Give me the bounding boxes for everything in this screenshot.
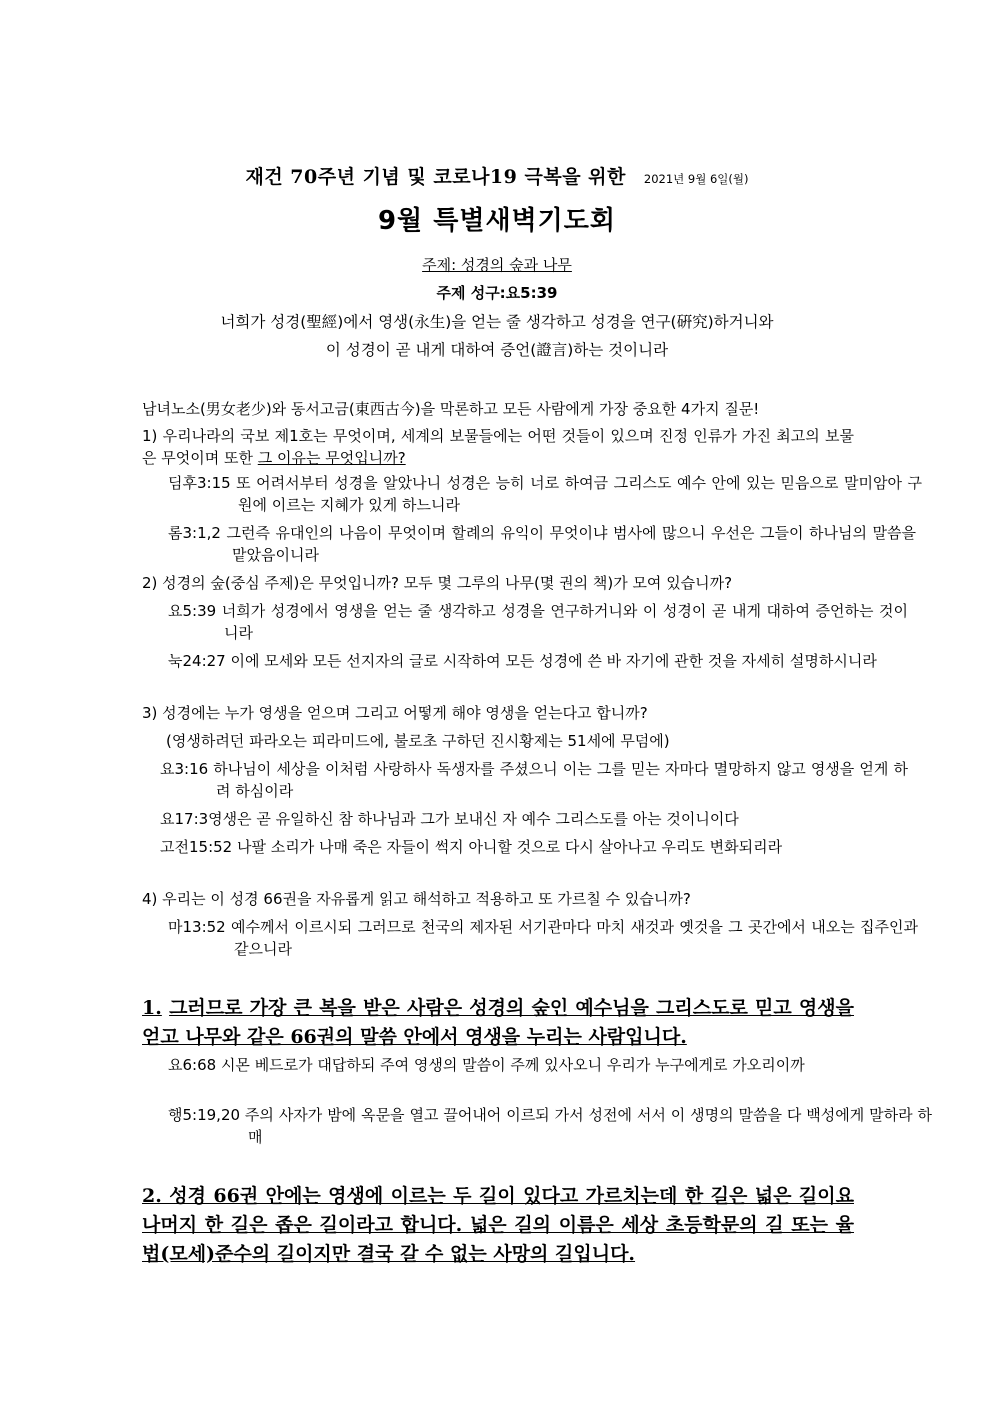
q1-ref-1: 딤후3:15 또 어려서부터 성경을 알았나니 성경은 능히 너로 하여금 그리스도 예수 안에 있는 믿음으로 말미암아 구원에 이르는 지혜가 있게 하느니라 [168, 474, 922, 514]
q3-ref-1: 요3:16 하나님이 세상을 이처럼 사랑하사 독생자를 주셨으니 이는 그를 믿는 자마다 멸망하지 않고 영생을 얻게 하려 하심이라 [160, 760, 908, 800]
conclusion-2-text: 2. 성경 66권 안에는 영생에 이르는 두 길이 있다고 가르치는데 한 길은 넓은 길이요 나머지 한 길은 좁은 길이라고 합니다. 넓은 길의 이름은 세상 초등학문의 길 또는 율법(모세)준수의 길이지만 결국 갈 수 없는 사망의 길입니다. [142, 1185, 854, 1265]
theme-line [142, 254, 852, 275]
q4-ref-1: 마13:52 예수께서 이르시되 그러므로 천국의 제자된 서기관마다 마치 새것과 옛것을 그 곳간에서 내오는 집주인과 같으니라 [168, 918, 918, 958]
question-2: 2) 성경의 숲(중심 주제)은 무엇입니까? 모두 몇 그루의 나무(몇 권의 책)가 모여 있습니까? [142, 574, 733, 592]
q1-ref-2: 롬3:1,2 그런즉 유대인의 나음이 무엇이며 할례의 유익이 무엇이냐 범사에 많으니 우선은 그들이 하나님의 말씀을 맡았음이니라 [168, 524, 916, 564]
question-1-text: 1) 우리나라의 국보 제1호는 무엇이며, 세계의 보물들에는 어떤 것들이 있으며 진정 인류가 가진 최고의 보물은 무엇이며 또한 [142, 427, 854, 467]
q3-ref-2: 요17:3영생은 곧 유일하신 참 하나님과 그가 보내신 자 예수 그리스도를 아는 것이니이다 [160, 810, 739, 828]
theme-text: 주제: 성경의 숲과 나무 [422, 256, 572, 274]
event-date: 2021년 9월 6일(월) [643, 172, 749, 186]
q3-ref-3: 고전15:52 나팔 소리가 나매 죽은 자들이 썩지 아니할 것으로 다시 살아나고 우리도 변화되리라 [160, 838, 783, 856]
event-header [142, 162, 852, 189]
conclusion-1 [142, 994, 854, 1052]
conclusion-2 [142, 1182, 854, 1269]
theme-verse-title: 주제 성구:요5:39 [436, 284, 558, 302]
c1-ref-2: 행5:19,20 주의 사자가 밤에 옥문을 열고 끌어내어 이르되 가서 성전에 서서 이 생명의 말씀을 다 백성에게 말하라 하매 [168, 1106, 932, 1146]
q2-ref-1: 요5:39 너희가 성경에서 영생을 얻는 줄 생각하고 성경을 연구하거니와 이 성경이 곧 내게 대하여 증언하는 것이니라 [168, 602, 908, 642]
q2-ref-2: 눅24:27 이에 모세와 모든 선지자의 글로 시작하여 모든 성경에 쓴 바 자기에 관한 것을 자세히 설명하시니라 [168, 652, 877, 670]
theme-verse-line-2: 이 성경이 곧 내게 대하여 증언(證言)하는 것이니라 [325, 341, 669, 359]
c1-ref-1: 요6:68 시몬 베드로가 대답하되 주여 영생의 말씀이 주께 있사오니 우리가 누구에게로 가오리이까 [168, 1056, 805, 1074]
page-title: 9월 특별새벽기도회 [377, 206, 617, 236]
conclusion-1-text: 그러므로 가장 큰 복을 받은 사람은 성경의 숲인 예수님을 그리스도로 믿고 영생을 얻고 나무와 같은 66권의 말씀 안에서 영생을 누리는 사람입니다. [142, 997, 854, 1048]
question-3-note: (영생하려던 파라오는 피라미드에, 불로초 구하던 진시황제는 51세에 무덤에) [166, 732, 670, 750]
question-4: 4) 우리는 이 성경 66권을 자유롭게 읽고 해석하고 적용하고 또 가르칠 수 있습니까? [142, 890, 691, 908]
question-1-underlined: 그 이유는 무엇입니까? [257, 449, 406, 467]
conclusion-1-number: 1. [142, 997, 162, 1019]
question-3: 3) 성경에는 누가 영생을 얻으며 그리고 어떻게 해야 영생을 얻는다고 합니까? [142, 704, 648, 722]
intro-text: 남녀노소(男女老少)와 동서고금(東西古今)을 막론하고 모든 사람에게 가장 중요한 4가지 질문! [142, 400, 760, 418]
event-subtitle: 재건 70주년 기념 및 코로나19 극복을 위한 [245, 166, 626, 188]
question-1 [142, 425, 854, 469]
theme-verse-line-1: 너희가 성경(聖經)에서 영생(永生)을 얻는 줄 생각하고 성경을 연구(硏究)하거니와 [220, 313, 774, 331]
